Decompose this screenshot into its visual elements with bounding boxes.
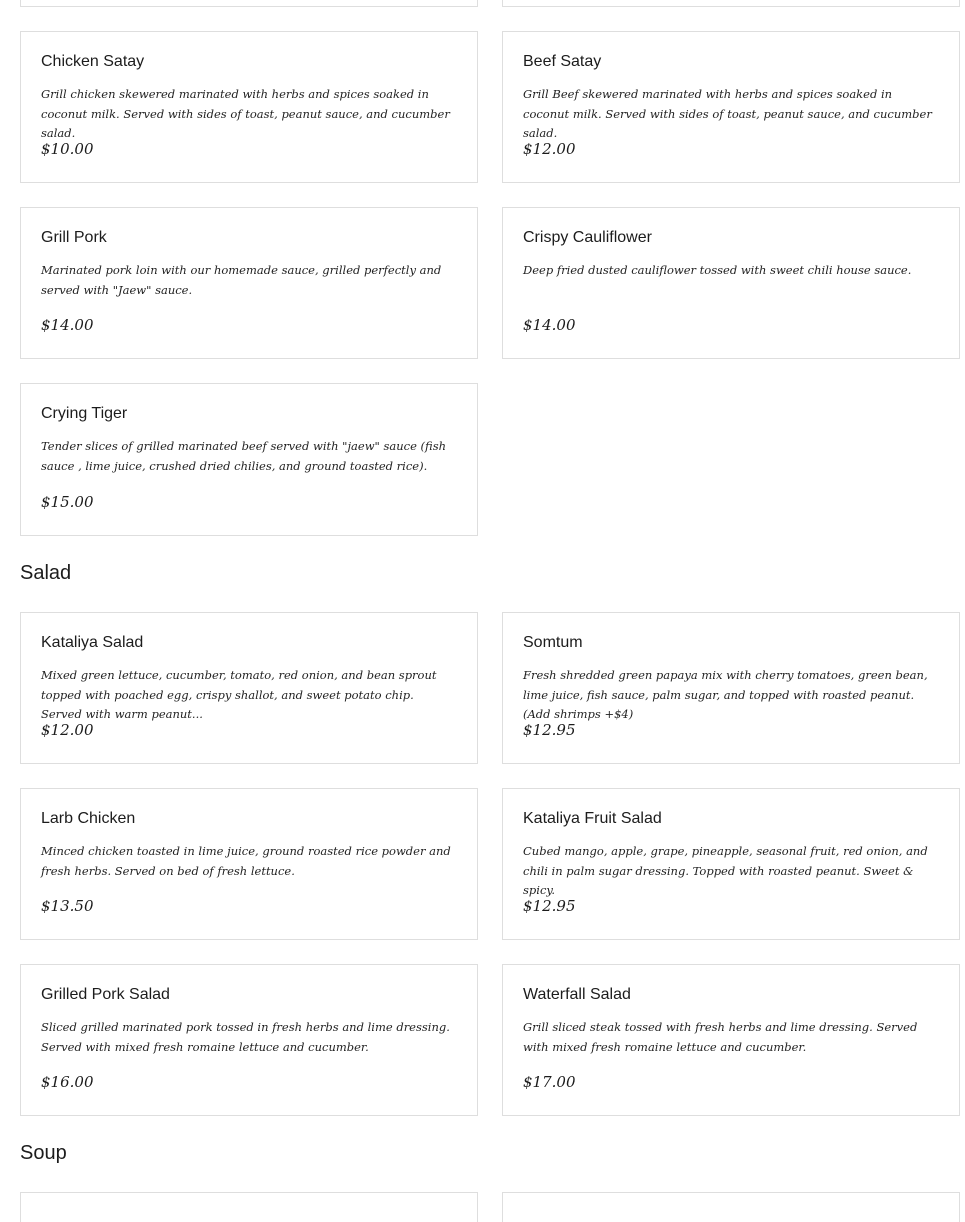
menu-item-description: Tender slices of grilled marinated beef served with "jaew" sauce (fish sauce , lime juice, crushed dried chilies, and ground toasted rice). (41, 439, 447, 473)
menu-item-price: $14.00 (523, 316, 576, 334)
menu-item-price: $14.00 (41, 316, 94, 334)
menu-item-name: Beef Satay (523, 53, 602, 70)
menu-item-price: $15.00 (41, 493, 94, 511)
menu-item-card[interactable] (502, 788, 960, 940)
menu-item-name: Larb Chicken (41, 810, 136, 827)
menu-item-card[interactable] (20, 612, 478, 764)
menu-item-card[interactable] (20, 383, 478, 536)
menu-item-card[interactable] (20, 788, 478, 940)
menu-card-partial-bottom-left[interactable] (20, 1192, 478, 1222)
menu-item-price: $10.00 (41, 140, 94, 158)
menu-card-partial-top-left[interactable] (20, 0, 478, 7)
section-title-soup: Soup (20, 1142, 67, 1164)
menu-item-description: Fresh shredded green papaya mix with cherry tomatoes, green bean, lime juice, fish sauce, palm sugar, and topped with roasted peanut. (Add shrimps +$4) (523, 668, 928, 721)
menu-item-name: Grill Pork (41, 229, 107, 246)
menu-item-name: Crying Tiger (41, 405, 128, 422)
menu-item-description: Grill Beef skewered marinated with herbs and spices soaked in coconut milk. Served with sides of toast, peanut sauce, and cucumber salad. (523, 87, 932, 140)
menu-item-description: Mixed green lettuce, cucumber, tomato, red onion, and bean sprout topped with poached egg, crispy shallot, and sweet potato chip. Served with warm peanut... (41, 668, 437, 721)
menu-card-partial-bottom-right[interactable] (502, 1192, 960, 1222)
menu-item-card[interactable] (20, 207, 478, 359)
menu-item-price: $13.50 (41, 897, 94, 915)
menu-item-card[interactable] (502, 964, 960, 1116)
menu-item-name: Kataliya Fruit Salad (523, 810, 662, 827)
menu-item-card[interactable] (20, 964, 478, 1116)
menu-item-name: Crispy Cauliflower (523, 229, 652, 246)
section-title-salad: Salad (20, 562, 72, 584)
menu-item-description: Minced chicken toasted in lime juice, ground roasted rice powder and fresh herbs. Served on bed of fresh lettuce. (41, 844, 451, 878)
menu-item-name: Grilled Pork Salad (41, 986, 170, 1003)
menu-item-price: $12.00 (41, 721, 94, 739)
menu-item-price: $17.00 (523, 1073, 576, 1091)
menu-item-card[interactable] (20, 31, 478, 183)
menu-item-name: Chicken Satay (41, 53, 145, 70)
menu-item-price: $12.95 (523, 721, 576, 739)
menu-item-description: Grill chicken skewered marinated with herbs and spices soaked in coconut milk. Served with sides of toast, peanut sauce, and cucumber salad. (41, 87, 450, 140)
menu-item-card[interactable] (502, 31, 960, 183)
menu-item-card[interactable] (502, 612, 960, 764)
menu-item-price: $12.95 (523, 897, 576, 915)
menu-card-partial-top-right[interactable] (502, 0, 960, 7)
menu-item-name: Waterfall Salad (523, 986, 631, 1003)
menu-item-name: Kataliya Salad (41, 634, 144, 651)
menu-item-description: Marinated pork loin with our homemade sauce, grilled perfectly and served with "Jaew" sauce. (41, 263, 442, 297)
menu-item-price: $12.00 (523, 140, 576, 158)
menu-item-card[interactable] (502, 207, 960, 359)
menu-item-description: Deep fried dusted cauliflower tossed with sweet chili house sauce. (523, 263, 912, 277)
menu-item-name: Somtum (523, 634, 583, 651)
menu-item-description: Sliced grilled marinated pork tossed in fresh herbs and lime dressing. Served with mixed fresh romaine lettuce and cucumber. (41, 1020, 450, 1054)
menu-item-description: Grill sliced steak tossed with fresh herbs and lime dressing. Served with mixed fresh romaine lettuce and cucumber. (523, 1020, 918, 1054)
menu-item-price: $16.00 (41, 1073, 94, 1091)
menu-item-description: Cubed mango, apple, grape, pineapple, seasonal fruit, red onion, and chili in palm sugar dressing. Topped with roasted peanut. Sweet & spicy. (523, 844, 928, 897)
